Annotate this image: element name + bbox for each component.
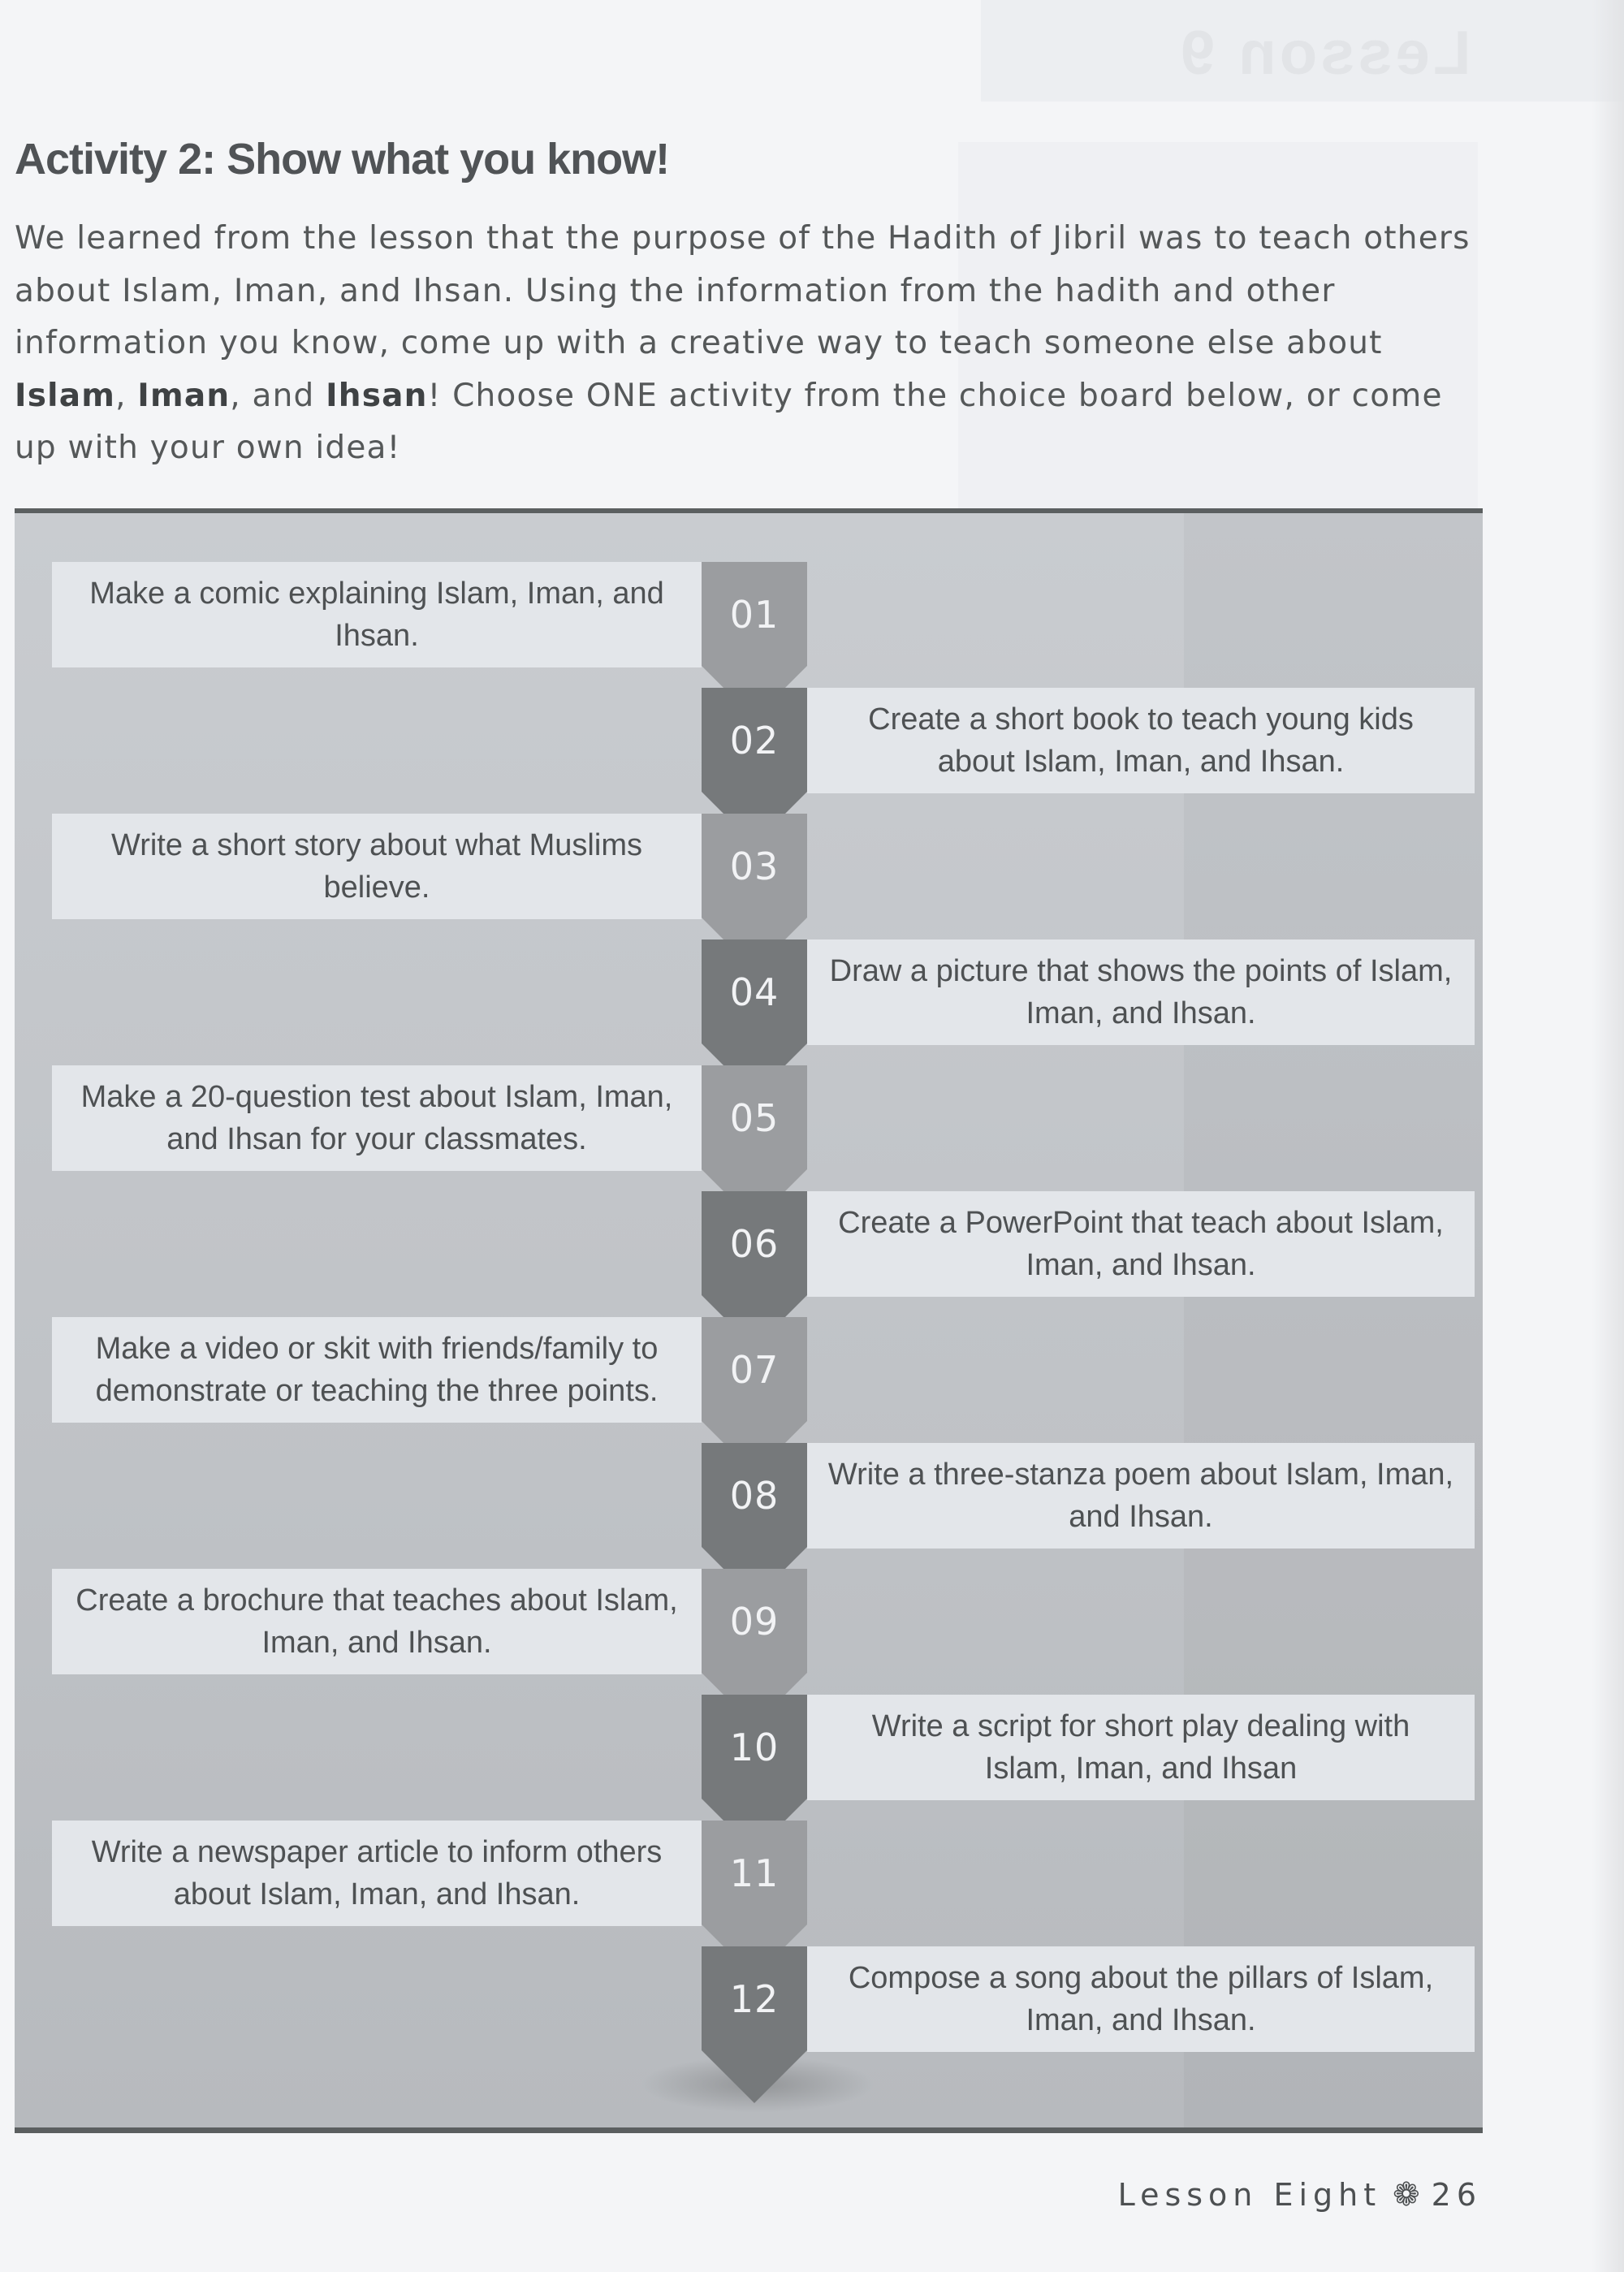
chevron-down-icon bbox=[702, 1946, 807, 2105]
choice-item-01 bbox=[52, 562, 702, 667]
choice-item-02 bbox=[807, 688, 1475, 793]
intro-text-2: ! Choose ONE activity from the choice board below, or come up with your own idea! bbox=[15, 377, 1443, 466]
choice-item-text: Draw a picture that shows the points of Islam, Iman, and Ihsan. bbox=[829, 954, 1453, 1030]
term-ihsan: Ihsan bbox=[326, 377, 428, 414]
page-edge-shadow bbox=[1592, 0, 1624, 2272]
flower-icon: ❁ bbox=[1393, 2176, 1420, 2214]
term-islam: Islam bbox=[15, 377, 116, 414]
choice-item-06 bbox=[807, 1191, 1475, 1297]
page-number: 26 bbox=[1431, 2177, 1482, 2213]
choice-board bbox=[15, 508, 1483, 2133]
choice-item-text: Create a short book to teach young kids about Islam, Iman, and Ihsan. bbox=[868, 702, 1414, 779]
step-number: 11 bbox=[729, 1851, 780, 1895]
choice-item-text: Compose a song about the pillars of Islam, Iman, and Ihsan. bbox=[848, 1961, 1434, 2037]
bleed-through-text: Lesson 9 bbox=[1177, 19, 1471, 88]
choice-item-09 bbox=[52, 1569, 702, 1674]
step-number: 07 bbox=[729, 1348, 780, 1392]
choice-item-text: Make a 20-question test about Islam, Iman, and Ihsan for your classmates. bbox=[80, 1080, 673, 1156]
step-number: 10 bbox=[729, 1726, 780, 1769]
activity-instructions bbox=[15, 213, 1484, 475]
choice-item-07 bbox=[52, 1317, 702, 1423]
choice-item-05 bbox=[52, 1065, 702, 1171]
choice-item-11 bbox=[52, 1821, 702, 1926]
step-number: 08 bbox=[729, 1474, 780, 1518]
intro-sep-2: , and bbox=[230, 377, 326, 414]
intro-sep-1: , bbox=[115, 377, 138, 414]
choice-item-text: Write a short story about what Muslims believe. bbox=[111, 828, 642, 905]
choice-item-10 bbox=[807, 1695, 1475, 1800]
step-number: 03 bbox=[729, 844, 780, 888]
activity-title: Activity 2: Show what you know! bbox=[15, 135, 670, 184]
step-number: 02 bbox=[729, 719, 780, 762]
choice-item-text: Make a video or skit with friends/family to demonstrate or teaching the three points. bbox=[95, 1332, 659, 1408]
step-number: 12 bbox=[729, 1977, 780, 2021]
choice-item-text: Write a newspaper article to inform others about Islam, Iman, and Ihsan. bbox=[91, 1835, 663, 1911]
choice-item-text: Write a script for short play dealing with Islam, Iman, and Ihsan bbox=[871, 1709, 1410, 1786]
choice-item-12 bbox=[807, 1946, 1475, 2052]
choice-item-text: Create a PowerPoint that teach about Islam, Iman, and Ihsan. bbox=[838, 1206, 1444, 1282]
choice-item-text: Write a three-stanza poem about Islam, Iman, and Ihsan. bbox=[827, 1458, 1454, 1534]
choice-item-08 bbox=[807, 1443, 1475, 1549]
step-number: 06 bbox=[729, 1222, 780, 1266]
step-number: 01 bbox=[729, 593, 780, 637]
step-arrow-12 bbox=[702, 1946, 807, 2105]
choice-item-text: Make a comic explaining Islam, Iman, and Ihsan. bbox=[89, 577, 664, 653]
footer-lesson: Lesson Eight bbox=[1117, 2177, 1382, 2213]
choice-item-04 bbox=[807, 939, 1475, 1045]
intro-text-1: We learned from the lesson that the purpose of the Hadith of Jibril was to teach others about Islam, Iman, and Ihsan. Using the information from the hadith and other information you know, come up with a creative way to teach someone else about bbox=[15, 220, 1471, 361]
step-number: 05 bbox=[729, 1096, 780, 1140]
term-iman: Iman bbox=[137, 377, 231, 414]
step-number: 04 bbox=[729, 970, 780, 1014]
choice-item-03 bbox=[52, 814, 702, 919]
step-number: 09 bbox=[729, 1600, 780, 1644]
choice-item-text: Create a brochure that teaches about Islam, Iman, and Ihsan. bbox=[76, 1583, 678, 1660]
page-footer bbox=[1118, 2176, 1482, 2214]
